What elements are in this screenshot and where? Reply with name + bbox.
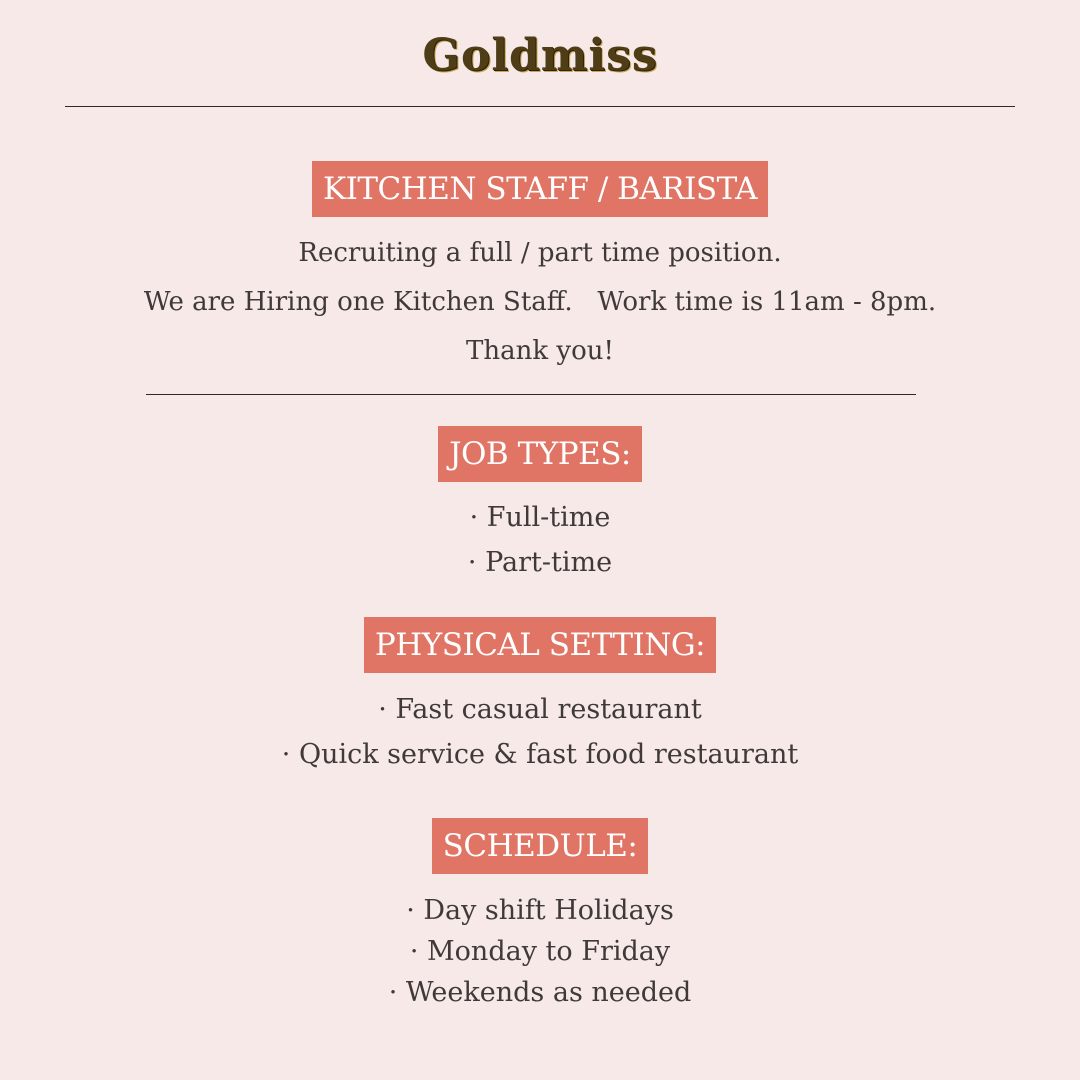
job-type-item: · Part-time: [467, 547, 613, 578]
header-divider: [65, 106, 1015, 107]
schedule-item: · Monday to Friday: [409, 936, 671, 967]
physical-setting-item: · Quick service & fast food restaurant: [281, 739, 799, 770]
schedule-heading: SCHEDULE:: [432, 818, 649, 874]
job-type-item: · Full-time: [469, 502, 611, 533]
intro-line-thanks: Thank you!: [466, 336, 614, 366]
physical-setting-heading: PHYSICAL SETTING:: [364, 617, 716, 673]
physical-setting-heading-wrap: [0, 617, 1080, 673]
physical-setting-item: · Fast casual restaurant: [378, 694, 702, 725]
intro-line-hiring: We are Hiring one Kitchen Staff. Work time is 11am - 8pm.: [143, 287, 937, 317]
job-types-heading: JOB TYPES:: [438, 426, 642, 482]
intro-heading: KITCHEN STAFF / BARISTA: [312, 161, 768, 217]
intro-heading-wrap: [0, 161, 1080, 217]
job-types-heading-wrap: [0, 426, 1080, 482]
brand-logo: Goldmiss: [422, 30, 658, 81]
schedule-heading-wrap: [0, 818, 1080, 874]
schedule-item: · Weekends as needed: [388, 977, 692, 1008]
intro-line-recruiting: Recruiting a full / part time position.: [298, 238, 782, 268]
schedule-item: · Day shift Holidays: [406, 895, 674, 926]
section-divider: [146, 394, 916, 395]
